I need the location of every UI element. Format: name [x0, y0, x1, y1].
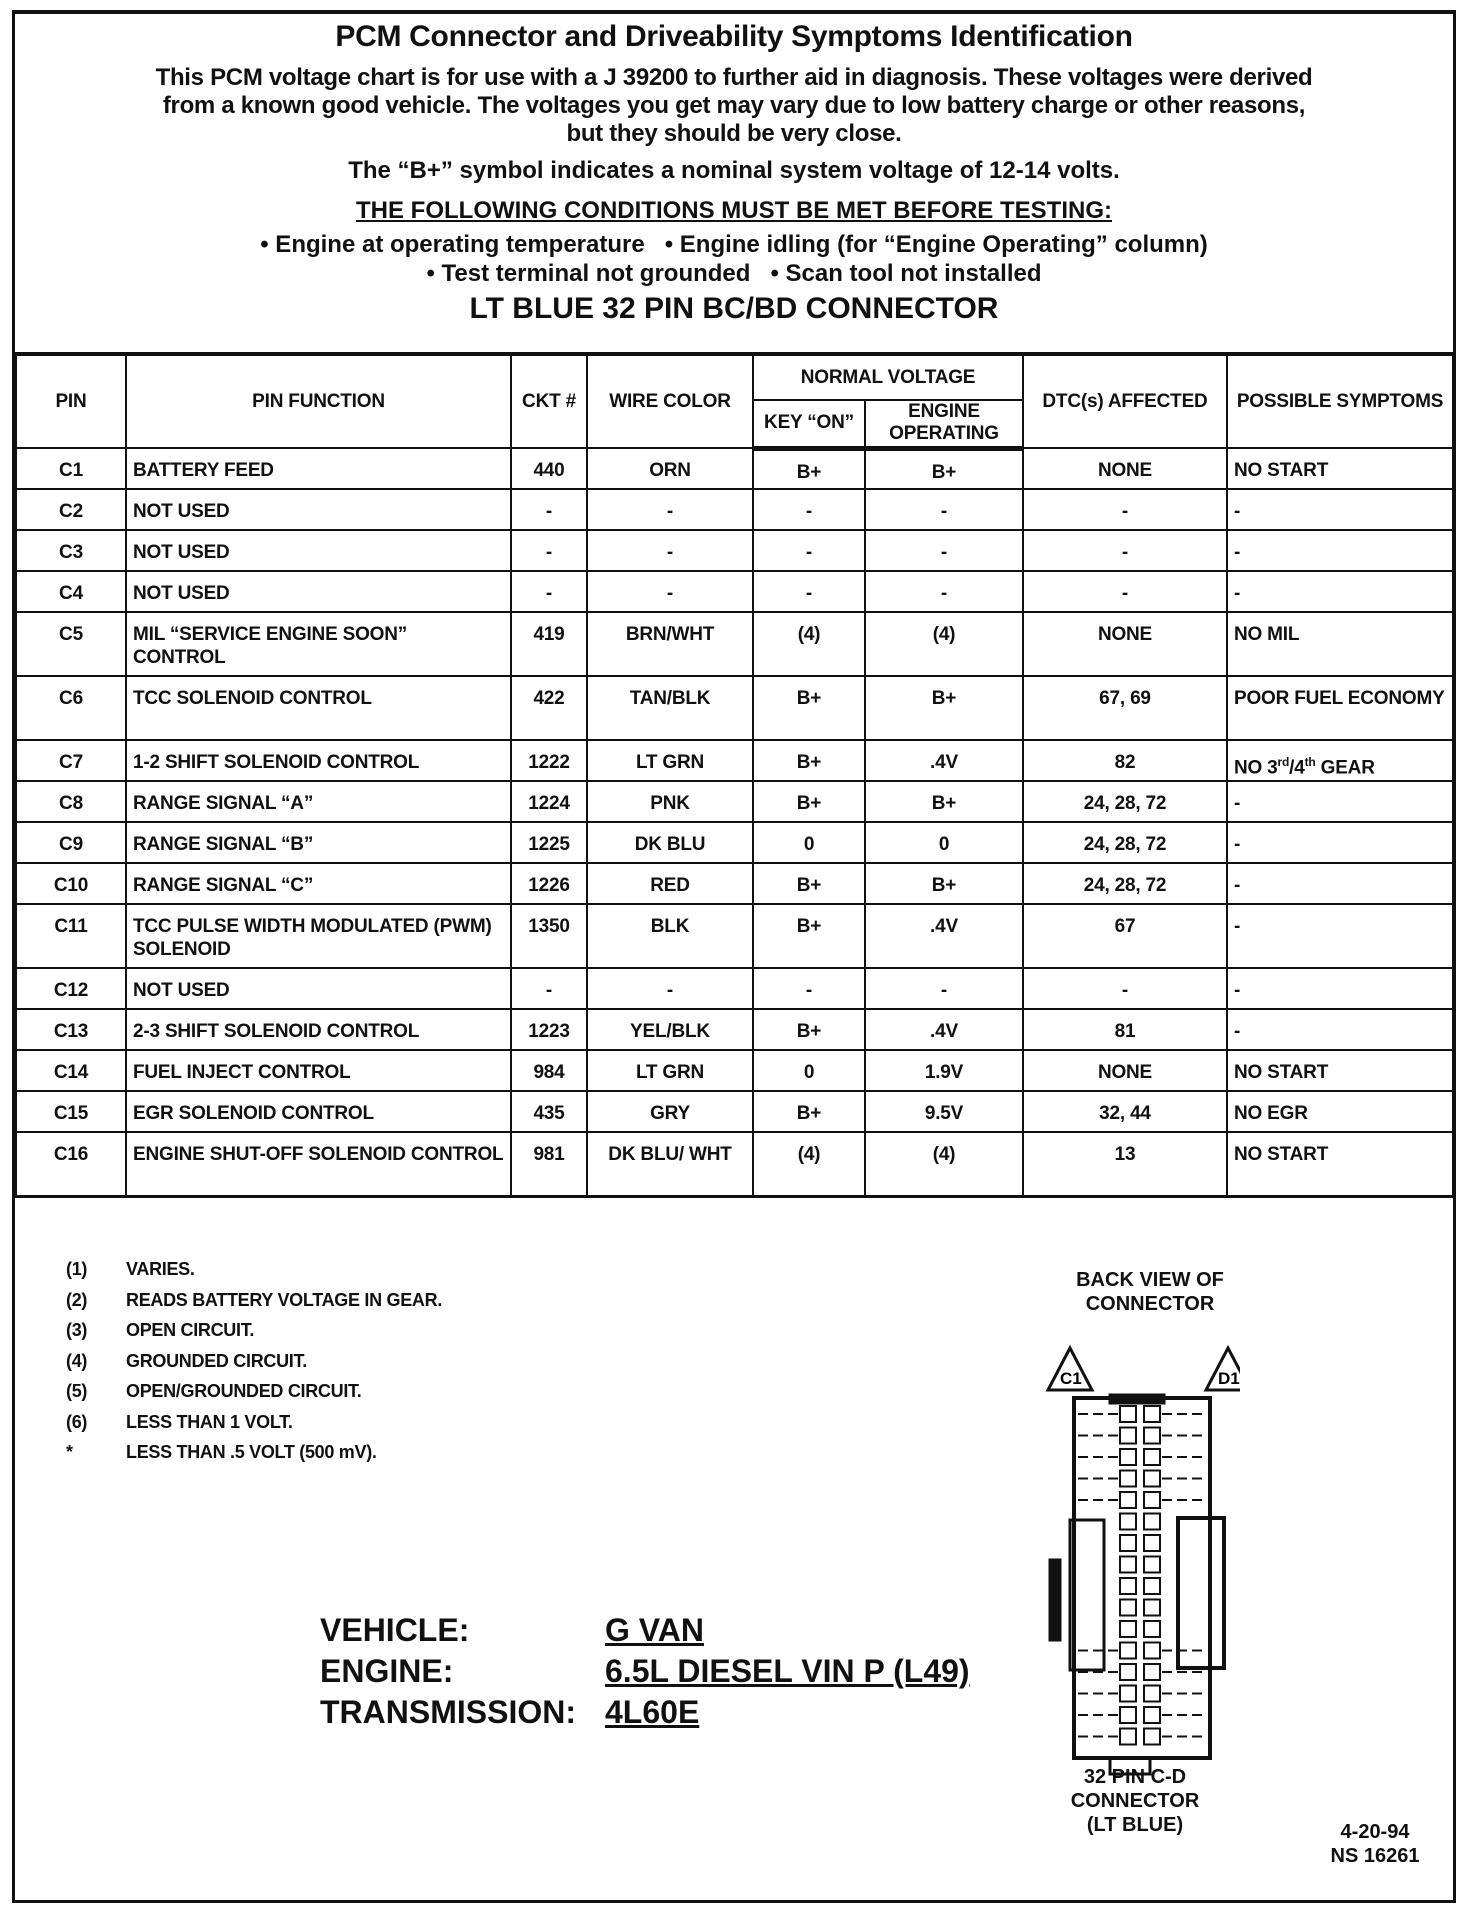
connector-pin — [1120, 1621, 1136, 1637]
cell-pin: C9 — [16, 822, 126, 863]
cell-dtc: 67, 69 — [1023, 676, 1227, 740]
cell-key-on: B+ — [753, 676, 865, 740]
table-row — [16, 448, 1453, 489]
cell-key-on: B+ — [753, 740, 865, 781]
connector-pin — [1120, 1643, 1136, 1659]
cell-symptoms: NO START — [1227, 1132, 1453, 1196]
cell-ckt: - — [511, 968, 587, 1009]
table-row — [16, 863, 1453, 904]
table-row — [16, 1050, 1453, 1091]
doc-date: 4-20-94 — [1340, 1821, 1410, 1843]
diagram-top-caption: BACK VIEW OF CONNECTOR — [1076, 1269, 1224, 1315]
cell-symptoms: - — [1227, 781, 1453, 822]
conditions-heading: THE FOLLOWING CONDITIONS MUST BE MET BEFORE TESTING: — [356, 197, 1112, 224]
header-function: PIN FUNCTION — [126, 354, 511, 448]
cell-pin: C3 — [16, 530, 126, 571]
connector-pin — [1120, 1557, 1136, 1573]
cell-wire-color: - — [587, 489, 753, 530]
cell-engine-operating: .4V — [865, 740, 1023, 781]
cell-engine-operating: B+ — [865, 781, 1023, 822]
vehicle-info — [320, 1610, 970, 1733]
pin-c1-label: C1 — [1060, 1369, 1082, 1388]
cell-key-on: - — [753, 968, 865, 1009]
footnote — [66, 1315, 442, 1346]
cell-wire-color: - — [587, 968, 753, 1009]
cell-function: EGR SOLENOID CONTROL — [126, 1091, 511, 1132]
cell-engine-operating: - — [865, 489, 1023, 530]
footnote-text: OPEN CIRCUIT. — [126, 1320, 255, 1340]
table-row — [16, 781, 1453, 822]
intro-line: from a known good vehicle. The voltages you get may vary due to low battery charge or other reasons, — [162, 92, 1306, 119]
cell-dtc: 32, 44 — [1023, 1091, 1227, 1132]
cell-wire-color: TAN/BLK — [587, 676, 753, 740]
header-ckt: CKT # — [511, 354, 587, 448]
footnotes — [66, 1254, 442, 1468]
cell-pin: C12 — [16, 968, 126, 1009]
footnote-text: READS BATTERY VOLTAGE IN GEAR. — [126, 1289, 443, 1310]
table-row — [16, 1132, 1453, 1196]
connector-diagram — [1040, 1340, 1240, 1780]
header-symptoms: POSSIBLE SYMPTOMS — [1227, 354, 1453, 448]
table-row — [16, 612, 1453, 676]
cell-engine-operating: - — [865, 968, 1023, 1009]
cell-engine-operating: .4V — [865, 1009, 1023, 1050]
connector-pin — [1144, 1449, 1160, 1465]
cell-symptoms: NO MIL — [1227, 612, 1453, 676]
cell-wire-color: LT GRN — [587, 1050, 753, 1091]
cell-ckt: 1223 — [511, 1009, 587, 1050]
connector-pin — [1120, 1449, 1136, 1465]
connector-pin — [1120, 1707, 1136, 1723]
table-row — [16, 676, 1453, 740]
connector-pin — [1120, 1729, 1136, 1745]
cell-ckt: - — [511, 571, 587, 612]
bplus-note: The “B+” symbol indicates a nominal system voltage of 12-14 volts. — [348, 157, 1120, 184]
cell-dtc: NONE — [1023, 612, 1227, 676]
cell-function: 2-3 SHIFT SOLENOID CONTROL — [126, 1009, 511, 1050]
cell-dtc: NONE — [1023, 1050, 1227, 1091]
diagram-bottom-caption: 32 PIN C-D CONNECTOR (LT BLUE) — [1070, 1766, 1200, 1836]
cell-symptoms: - — [1227, 530, 1453, 571]
page-title: PCM Connector and Driveability Symptoms Identification — [335, 20, 1133, 53]
footnote — [66, 1376, 442, 1407]
table-row — [16, 1091, 1453, 1132]
connector-pin — [1120, 1600, 1136, 1616]
cell-pin: C8 — [16, 781, 126, 822]
cell-function: TCC SOLENOID CONTROL — [126, 676, 511, 740]
cell-ckt: - — [511, 530, 587, 571]
engine-value: 6.5L DIESEL VIN P (L49) — [605, 1653, 970, 1689]
doc-footer — [1320, 1820, 1430, 1868]
cell-engine-operating: B+ — [865, 448, 1023, 489]
footnote-number: (3) — [66, 1320, 88, 1340]
cell-pin: C11 — [16, 904, 126, 968]
header-dtc: DTC(s) AFFECTED — [1023, 354, 1227, 448]
cell-dtc: 82 — [1023, 740, 1227, 781]
cell-engine-operating: 1.9V — [865, 1050, 1023, 1091]
cell-key-on: B+ — [753, 1009, 865, 1050]
pin-table — [15, 352, 1454, 1198]
cell-pin: C14 — [16, 1050, 126, 1091]
cell-key-on: B+ — [753, 904, 865, 968]
footnote-text: GROUNDED CIRCUIT. — [126, 1350, 307, 1371]
cell-wire-color: - — [587, 530, 753, 571]
connector-pin — [1144, 1707, 1160, 1723]
cell-wire-color: YEL/BLK — [587, 1009, 753, 1050]
footnote — [66, 1285, 442, 1316]
cell-symptoms: - — [1227, 863, 1453, 904]
cell-key-on: B+ — [753, 448, 865, 489]
cell-key-on: - — [753, 571, 865, 612]
cell-engine-operating: B+ — [865, 863, 1023, 904]
connector-pin — [1144, 1643, 1160, 1659]
cell-dtc: 24, 28, 72 — [1023, 781, 1227, 822]
cell-engine-operating: 9.5V — [865, 1091, 1023, 1132]
cell-ckt: - — [511, 489, 587, 530]
cell-ckt: 984 — [511, 1050, 587, 1091]
table-row — [16, 571, 1453, 612]
intro-text — [14, 64, 1454, 148]
cell-pin: C13 — [16, 1009, 126, 1050]
table-row — [16, 530, 1453, 571]
cell-function: RANGE SIGNAL “A” — [126, 781, 511, 822]
cell-symptoms: POOR FUEL ECONOMY — [1227, 676, 1453, 740]
cell-dtc: - — [1023, 968, 1227, 1009]
connector-pin — [1144, 1428, 1160, 1444]
cell-function: 1-2 SHIFT SOLENOID CONTROL — [126, 740, 511, 781]
cell-key-on: (4) — [753, 1132, 865, 1196]
footnote-number: * — [66, 1442, 73, 1462]
cell-wire-color: LT GRN — [587, 740, 753, 781]
cell-symptoms: NO 3rd/4th GEAR — [1227, 740, 1453, 781]
cell-engine-operating: .4V — [865, 904, 1023, 968]
intro-line: but they should be very close. — [566, 120, 902, 147]
cell-pin: C16 — [16, 1132, 126, 1196]
transmission-label: TRANSMISSION: — [320, 1694, 576, 1730]
cell-function: NOT USED — [126, 489, 511, 530]
cell-pin: C5 — [16, 612, 126, 676]
connector-pin — [1120, 1471, 1136, 1487]
cell-wire-color: BLK — [587, 904, 753, 968]
footnote — [66, 1346, 442, 1377]
cell-dtc: - — [1023, 530, 1227, 571]
connector-pin — [1120, 1578, 1136, 1594]
cell-wire-color: - — [587, 571, 753, 612]
cell-key-on: B+ — [753, 1091, 865, 1132]
cell-symptoms: - — [1227, 571, 1453, 612]
cell-pin: C15 — [16, 1091, 126, 1132]
connector-pin — [1144, 1514, 1160, 1530]
footnote-number: (6) — [66, 1411, 88, 1432]
table-row — [16, 489, 1453, 530]
transmission-value: 4L60E — [605, 1694, 700, 1730]
connector-pin — [1120, 1428, 1136, 1444]
engine-label: ENGINE: — [320, 1653, 454, 1689]
cell-engine-operating: 0 — [865, 822, 1023, 863]
connector-pin — [1120, 1535, 1136, 1551]
cell-symptoms: - — [1227, 904, 1453, 968]
cell-function: NOT USED — [126, 968, 511, 1009]
cell-pin: C4 — [16, 571, 126, 612]
cell-key-on: - — [753, 530, 865, 571]
connector-pin — [1144, 1535, 1160, 1551]
cell-function: RANGE SIGNAL “C” — [126, 863, 511, 904]
cell-ckt: 1225 — [511, 822, 587, 863]
cell-symptoms: NO EGR — [1227, 1091, 1453, 1132]
cell-symptoms: - — [1227, 1009, 1453, 1050]
cell-dtc: 13 — [1023, 1132, 1227, 1196]
connector-pin — [1144, 1492, 1160, 1508]
table-row — [16, 904, 1453, 968]
cell-ckt: 1222 — [511, 740, 587, 781]
cell-symptoms: - — [1227, 489, 1453, 530]
connector-pin — [1120, 1664, 1136, 1680]
cell-engine-operating: (4) — [865, 612, 1023, 676]
cell-pin: C10 — [16, 863, 126, 904]
header-key-on: KEY “ON” — [753, 400, 865, 448]
cell-function: MIL “SERVICE ENGINE SOON” CONTROL — [126, 612, 511, 676]
cell-pin: C7 — [16, 740, 126, 781]
cell-wire-color: RED — [587, 863, 753, 904]
header-normal-voltage: NORMAL VOLTAGE — [753, 354, 1023, 400]
cell-ckt: 422 — [511, 676, 587, 740]
connector-pin — [1120, 1686, 1136, 1702]
table-row — [16, 968, 1453, 1009]
cell-function: RANGE SIGNAL “B” — [126, 822, 511, 863]
connector-pin — [1120, 1406, 1136, 1422]
footnote-text: LESS THAN 1 VOLT. — [126, 1411, 293, 1432]
cell-symptoms: - — [1227, 968, 1453, 1009]
connector-pin — [1144, 1557, 1160, 1573]
cell-wire-color: DK BLU — [587, 822, 753, 863]
doc-code: NS 16261 — [1330, 1845, 1420, 1867]
cell-dtc: - — [1023, 489, 1227, 530]
connector-pin — [1144, 1664, 1160, 1680]
cell-key-on: 0 — [753, 1050, 865, 1091]
cell-wire-color: GRY — [587, 1091, 753, 1132]
cell-pin: C6 — [16, 676, 126, 740]
cell-wire-color: PNK — [587, 781, 753, 822]
cell-function: TCC PULSE WIDTH MODULATED (PWM) SOLENOID — [126, 904, 511, 968]
cell-engine-operating: - — [865, 571, 1023, 612]
cell-ckt: 981 — [511, 1132, 587, 1196]
connector-pin — [1144, 1406, 1160, 1422]
connector-pin — [1144, 1686, 1160, 1702]
cell-symptoms: NO START — [1227, 448, 1453, 489]
cell-key-on: (4) — [753, 612, 865, 676]
header-engine-operating: ENGINE OPERATING — [865, 400, 1023, 448]
table-row — [16, 822, 1453, 863]
connector-pin — [1144, 1578, 1160, 1594]
cell-dtc: 24, 28, 72 — [1023, 863, 1227, 904]
cell-ckt: 1226 — [511, 863, 587, 904]
cell-pin: C2 — [16, 489, 126, 530]
footnote — [66, 1254, 442, 1285]
cell-key-on: 0 — [753, 822, 865, 863]
conditions-list — [14, 230, 1454, 288]
cell-function: NOT USED — [126, 530, 511, 571]
cell-dtc: 24, 28, 72 — [1023, 822, 1227, 863]
intro-line: This PCM voltage chart is for use with a J 39200 to further aid in diagnosis. These voltages were derived — [155, 64, 1313, 91]
footnote-number: (1) — [66, 1259, 88, 1279]
connector-pin — [1120, 1492, 1136, 1508]
footnote — [66, 1407, 442, 1438]
cell-ckt: 435 — [511, 1091, 587, 1132]
vehicle-value: G VAN — [605, 1612, 704, 1648]
cell-pin: C1 — [16, 448, 126, 489]
cell-key-on: - — [753, 489, 865, 530]
footnote-number: (2) — [66, 1289, 88, 1310]
pin-d1-label: D1 — [1218, 1369, 1240, 1388]
connector-pin — [1144, 1621, 1160, 1637]
header-wire: WIRE COLOR — [587, 354, 753, 448]
cell-ckt: 419 — [511, 612, 587, 676]
footnote-text: LESS THAN .5 VOLT (500 mV). — [126, 1442, 377, 1462]
footnote-text: OPEN/GROUNDED CIRCUIT. — [126, 1381, 362, 1401]
cell-function: ENGINE SHUT-OFF SOLENOID CONTROL — [126, 1132, 511, 1196]
header-pin: PIN — [16, 354, 126, 448]
cell-ckt: 440 — [511, 448, 587, 489]
connector-pin — [1144, 1729, 1160, 1745]
cell-key-on: B+ — [753, 863, 865, 904]
cell-engine-operating: (4) — [865, 1132, 1023, 1196]
connector-pin — [1120, 1514, 1136, 1530]
condition-line: • Engine at operating temperature • Engine idling (for “Engine Operating” column) — [260, 231, 1208, 258]
table-row — [16, 740, 1453, 781]
cell-dtc: 67 — [1023, 904, 1227, 968]
vehicle-label: VEHICLE: — [320, 1612, 470, 1648]
cell-engine-operating: - — [865, 530, 1023, 571]
cell-wire-color: DK BLU/ WHT — [587, 1132, 753, 1196]
condition-line: • Test terminal not grounded • Scan tool not installed — [426, 260, 1042, 287]
cell-wire-color: BRN/WHT — [587, 612, 753, 676]
cell-wire-color: ORN — [587, 448, 753, 489]
footnote-number: (5) — [66, 1381, 88, 1401]
cell-key-on: B+ — [753, 781, 865, 822]
footnote-text: VARIES. — [126, 1259, 195, 1279]
cell-dtc: 81 — [1023, 1009, 1227, 1050]
cell-function: FUEL INJECT CONTROL — [126, 1050, 511, 1091]
cell-dtc: - — [1023, 571, 1227, 612]
cell-engine-operating: B+ — [865, 676, 1023, 740]
connector-pin — [1144, 1600, 1160, 1616]
cell-function: NOT USED — [126, 571, 511, 612]
connector-title: LT BLUE 32 PIN BC/BD CONNECTOR — [469, 292, 999, 325]
cell-dtc: NONE — [1023, 448, 1227, 489]
connector-pin — [1144, 1471, 1160, 1487]
footnote-number: (4) — [66, 1350, 88, 1371]
footnote — [66, 1437, 442, 1468]
table-row — [16, 1009, 1453, 1050]
cell-symptoms: - — [1227, 822, 1453, 863]
cell-ckt: 1350 — [511, 904, 587, 968]
cell-ckt: 1224 — [511, 781, 587, 822]
cell-function: BATTERY FEED — [126, 448, 511, 489]
cell-symptoms: NO START — [1227, 1050, 1453, 1091]
